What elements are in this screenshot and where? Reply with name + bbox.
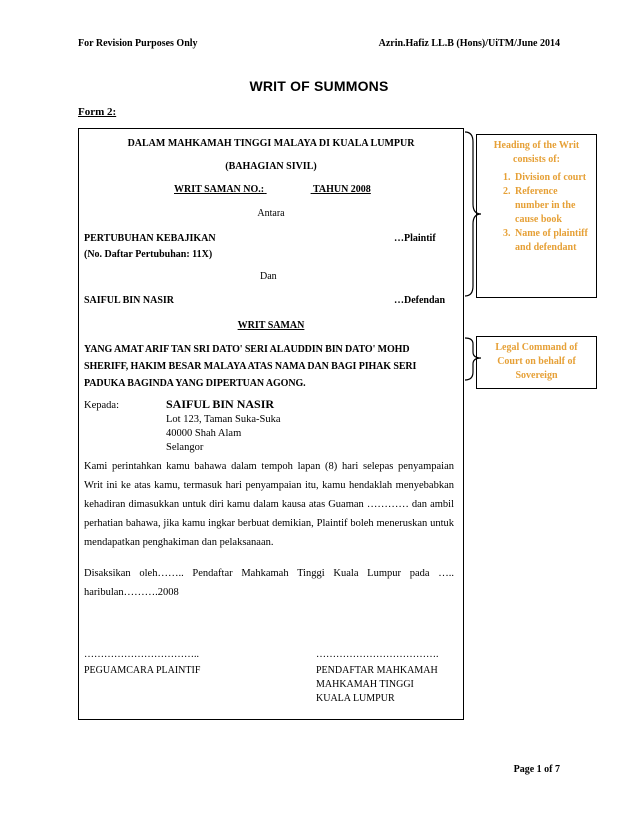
dan-label: Dan <box>260 271 277 282</box>
heading-annotation-item: 1. Division of court <box>513 171 590 185</box>
signature-right-line-1: PENDAFTAR MAHKAMAH <box>316 665 438 676</box>
defendant-role: …Defendan <box>394 295 446 306</box>
court-name: DALAM MAHKAMAH TINGGI MALAYA DI KUALA LUMPUR <box>127 138 415 149</box>
writ-number-line <box>174 183 406 197</box>
command-line-1: YANG AMAT ARIF TAN SRI DATO' SERI ALAUDDIN BIN DATO' MOHD <box>84 344 410 355</box>
defendant-name: SAIFUL BIN NASIR <box>84 295 175 306</box>
addressee-address <box>166 413 281 455</box>
antara-label: Antara <box>257 208 285 219</box>
address-line-1: Lot 123, Taman Suka-Suka <box>166 414 281 425</box>
command-line-3: PADUKA BAGINDA YANG DIPERTUAN AGONG. <box>84 378 306 389</box>
page-title: WRIT OF SUMMONS <box>249 78 389 94</box>
writ-year: TAHUN 2008 <box>312 184 371 195</box>
address-line-3: Selangor <box>166 442 204 453</box>
signature-dots-left: …………………………….. <box>84 649 199 660</box>
plaintiff-registration: (No. Daftar Pertubuhan: 11X) <box>84 249 213 260</box>
writ-number-label: WRIT SAMAN NO.: <box>174 184 265 195</box>
witness-paragraph: Disaksikan oleh…….. Pendaftar Mahkamah Tinggi Kuala Lumpur pada ….. haribulan……….2008 <box>84 568 454 598</box>
heading-annotation-box <box>476 134 597 298</box>
header-left: For Revision Purposes Only <box>78 38 198 49</box>
command-line-2: SHERIFF, HAKIM BESAR MALAYA ATAS NAMA DAN BAGI PIHAK SERI <box>84 361 417 372</box>
heading-annotation-title: Heading of the Writ consists of: <box>493 140 580 165</box>
court-division: (BAHAGIAN SIVIL) <box>225 161 317 172</box>
signature-block-right <box>316 664 438 706</box>
signature-right-line-3: KUALA LUMPUR <box>316 693 395 704</box>
heading-annotation-item: 3. Name of plaintiff and defendant <box>513 227 590 255</box>
form-label: Form 2: <box>78 106 117 118</box>
signature-right-line-2: MAHKAMAH TINGGI <box>316 679 414 690</box>
heading-annotation-list <box>483 171 590 255</box>
header-right: Azrin.Hafiz LL.B (Hons)/UiTM/June 2014 <box>378 38 560 49</box>
heading-annotation-item: 2. Reference number in the cause book <box>513 185 590 227</box>
kepada-label: Kepada: <box>84 400 119 411</box>
plaintiff-role: …Plaintif <box>394 233 436 244</box>
address-line-2: 40000 Shah Alam <box>166 428 242 439</box>
page-number: Page 1 of 7 <box>513 764 560 775</box>
signature-dots-right: ………………………………. <box>316 649 439 660</box>
plaintiff-name: PERTUBUHAN KEBAJIKAN <box>84 233 216 244</box>
command-paragraph <box>84 341 456 392</box>
body-paragraph: Kami perintahkan kamu bahawa dalam tempoh lapan (8) hari selepas penyampaian Writ ini ke atas kamu, termasuk hari penyampaian itu, kamu hendaklah menyebabkan kehadiran dimasukkan untuk diri kamu dalam kausa atas Guaman ………… dan ambil perhatian bahawa, jika kamu ingkar berbuat demikian, Plaintif boleh meneruskan untuk mendapatkan penghakiman dan pelaksanaan. <box>84 461 454 548</box>
command-annotation-box <box>476 336 597 389</box>
command-annotation-text: Legal Command of Court on behalf of Sovereign <box>495 342 578 381</box>
writ-saman-heading: WRIT SAMAN <box>237 320 305 331</box>
addressee-name: SAIFUL BIN NASIR <box>166 397 275 411</box>
signature-label-left: PEGUAMCARA PLAINTIF <box>84 665 201 676</box>
